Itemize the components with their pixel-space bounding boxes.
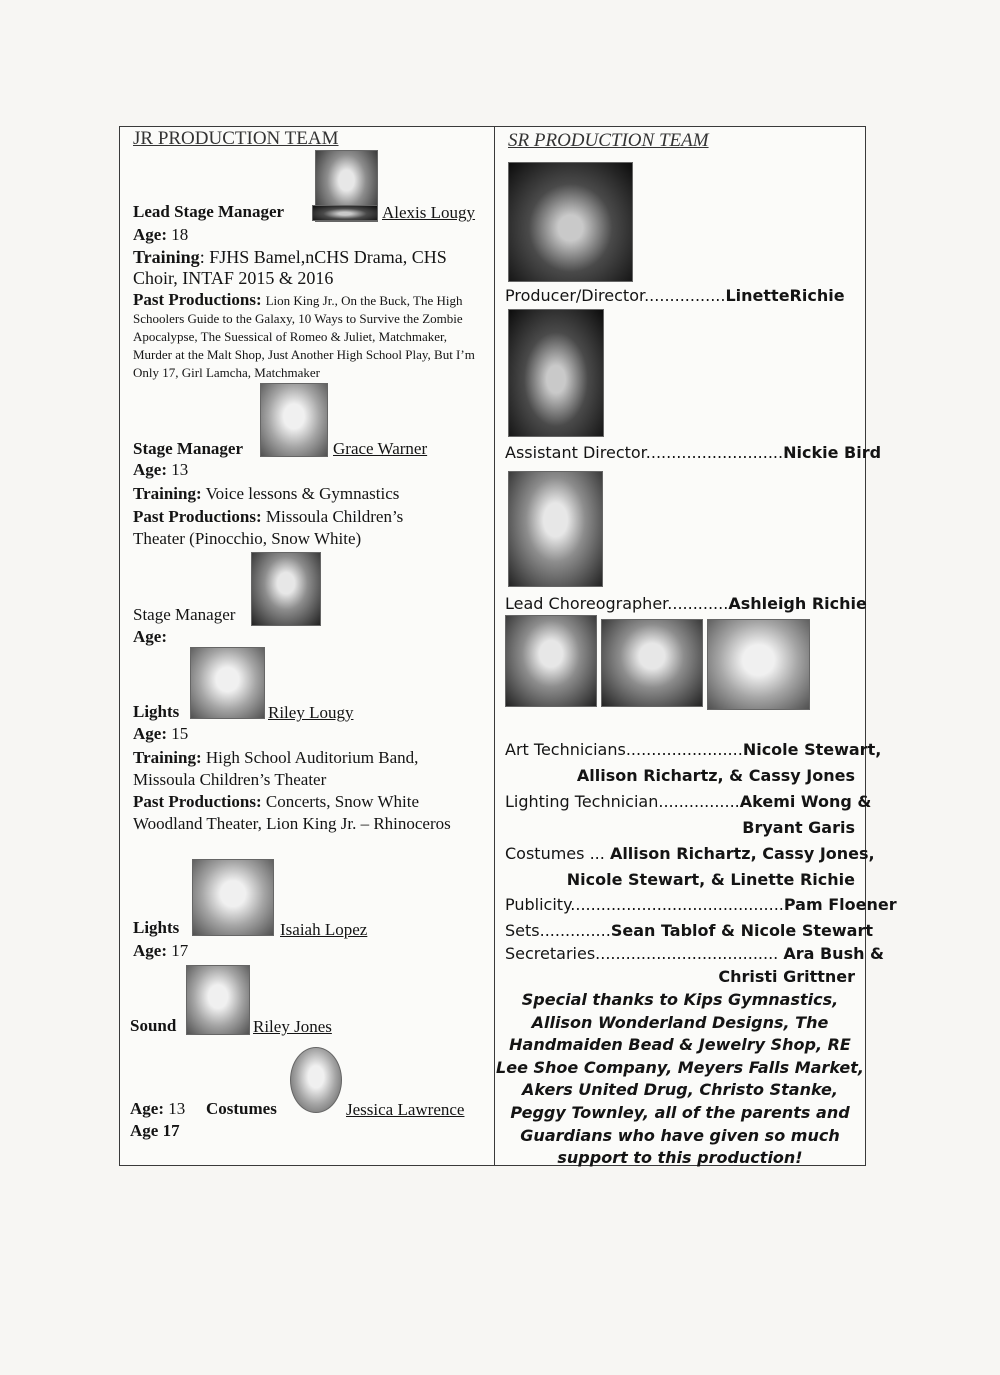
lights1-training-label: Training: <box>133 748 202 767</box>
costumes-age-label: Age: <box>130 1099 164 1118</box>
lighting-line1: Akemi Wong & <box>739 792 872 811</box>
sound-name: Riley Jones <box>253 1017 332 1036</box>
choreo-name: Ashleigh Richie <box>728 594 867 613</box>
lead-sm-training-label: Training <box>133 247 200 267</box>
lead-sm-past <box>133 291 485 382</box>
art-role: Art Technicians. <box>505 740 631 759</box>
producer-name: LinetteRichie <box>725 286 845 305</box>
lead-sm-name: Alexis Lougy <box>382 203 476 222</box>
nicole-photo <box>505 615 597 707</box>
lights1-name: Riley Lougy <box>268 703 354 722</box>
lights1-past-text: Concerts, Snow White Woodland Theater, Lion King Jr. – Rhinoceros <box>133 792 451 833</box>
assistant-name: Nickie Bird <box>783 443 882 462</box>
lights2-age: 17 <box>171 941 189 960</box>
assistant-role: Assistant Director <box>505 443 646 462</box>
lighting-role: Lighting Technician <box>505 792 659 811</box>
art-dots: ...................... <box>630 740 743 759</box>
lead-sm-role: Lead Stage Manager <box>133 202 285 221</box>
sm1-past-label: Past Productions: <box>133 507 262 526</box>
sets-dots: .............. <box>539 921 611 940</box>
costumes-age: 13 <box>168 1099 186 1118</box>
lights2-age-label: Age: <box>133 941 167 960</box>
isaiah-photo <box>192 859 274 936</box>
stage-manager-2-photo <box>251 552 321 626</box>
lead-sm-photo-bar <box>312 205 378 221</box>
sound-role: Sound <box>130 1016 177 1035</box>
lighting-dots: ................ <box>658 792 740 811</box>
art-line1: Nicole Stewart, <box>742 740 882 759</box>
publicity-name: Pam Floener <box>783 895 897 914</box>
sm2-role: Stage Manager <box>133 605 236 624</box>
publicity-role: Publicity <box>505 895 571 914</box>
sm1-name: Grace Warner <box>333 439 428 458</box>
choreo-dots: ............ <box>667 594 729 613</box>
lighting-line2: Bryant Garis <box>742 818 855 837</box>
special-thanks: Special thanks to Kips Gymnastics, Allison Wonderland Designs, The Handmaiden Bead & Jewelry Shop, RE Lee Shoe Company, Meyers Falls Market, Akers United Drug, Christo Stanke, Peggy Townley, all of the parents and Guardians who have given so much support to this production! <box>496 990 864 1168</box>
lights1-role: Lights <box>133 702 180 721</box>
art-line2: Allison Richartz, & Cassy Jones <box>576 766 855 785</box>
costumes-sr-line2: Nicole Stewart, & Linette Richie <box>566 870 855 889</box>
lead-sm-past-text: Lion King Jr., On the Buck, The High Schoolers Guide to the Galaxy, 10 Ways to Survive the Zombie Apocalypse, The Suessical of Romeo & Juliet, Matchmaker, Murder at the Malt Shop, Just Another High School Play, But I’m Only 17, Girl Lamcha, Matchmaker <box>133 293 475 380</box>
costumes-sr-dots: ... <box>589 844 605 863</box>
sm1-training-label: Training: <box>133 484 202 503</box>
secretaries-line2: Christi Grittner <box>718 967 855 986</box>
publicity-dots: .......................................... <box>570 895 784 914</box>
riley-lougy-photo <box>190 647 265 719</box>
secretaries-dots: .................................... <box>595 944 779 963</box>
lights1-age: 15 <box>171 724 189 743</box>
cassy-photo <box>707 619 810 710</box>
allison-photo <box>601 619 703 707</box>
lights2-name: Isaiah Lopez <box>280 920 368 939</box>
choreo-role: Lead Choreographer <box>505 594 668 613</box>
lights2-role: Lights <box>133 918 180 937</box>
lights1-past-label: Past Productions: <box>133 792 262 811</box>
costumes-role: Costumes <box>206 1099 277 1118</box>
linette-photo <box>508 162 633 282</box>
sm1-training: Voice lessons & Gymnastics <box>205 484 400 503</box>
grace-photo <box>260 383 328 457</box>
sm2-age-label: Age: <box>133 627 167 646</box>
lead-sm-age-label: Age: <box>133 225 167 244</box>
lead-sm-past-label: Past Productions: <box>133 290 262 309</box>
sm1-past-text: Missoula Children’s Theater (Pinocchio, Snow White) <box>133 507 404 548</box>
riley-jones-photo <box>186 965 250 1035</box>
jessica-photo <box>290 1047 342 1113</box>
costumes-name: Jessica Lawrence <box>346 1100 465 1119</box>
ashleigh-photo <box>508 471 603 587</box>
assistant-dots: ........................... <box>645 443 784 462</box>
secretaries-role: Secretaries <box>505 944 596 963</box>
lights1-past <box>133 791 473 835</box>
sets-name: Sean Tablof & Nicole Stewart <box>610 921 873 940</box>
sm1-age-label: Age: <box>133 460 167 479</box>
producer-role: Producer/Director <box>505 286 645 305</box>
sets-role: Sets <box>505 921 540 940</box>
program-page <box>119 126 897 1168</box>
costumes-sr-line1: Allison Richartz, Cassy Jones, <box>609 844 875 863</box>
jr-header: JR PRODUCTION TEAM <box>133 128 339 149</box>
costumes-sr-role: Costumes <box>505 844 585 863</box>
lead-sm-age: 18 <box>171 225 189 244</box>
lead-sm-training <box>133 247 483 289</box>
lights1-training <box>133 747 433 791</box>
sm1-past <box>133 506 453 550</box>
sr-header: SR PRODUCTION TEAM <box>508 130 709 151</box>
costumes-age2: Age 17 <box>130 1121 180 1140</box>
nickie-photo <box>508 309 604 437</box>
sm1-role: Stage Manager <box>133 439 244 458</box>
sr-production-team <box>495 127 897 1168</box>
jr-production-team <box>120 127 494 1165</box>
lead-sm-training-text: : FJHS Bamel,nCHS Drama, CHS Choir, INTAF 2015 & 2016 <box>133 247 447 288</box>
lights1-training-text: High School Auditorium Band, Missoula Children’s Theater <box>133 748 419 789</box>
secretaries-line1: Ara Bush & <box>783 944 885 963</box>
sm1-age: 13 <box>171 460 189 479</box>
producer-dots: ................ <box>644 286 726 305</box>
lights1-age-label: Age: <box>133 724 167 743</box>
